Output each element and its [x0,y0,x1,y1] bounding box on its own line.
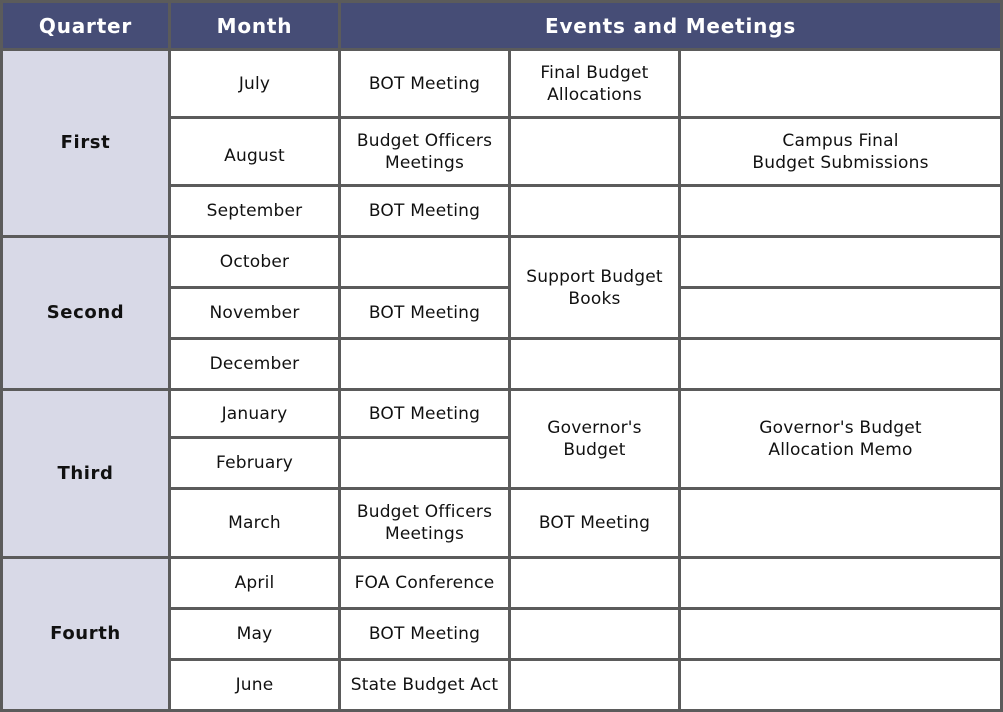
month-march: March [171,490,341,559]
event-cell-empty [681,559,1003,610]
event-line: Final Budget [540,62,649,83]
event-cell-empty [681,238,1003,289]
event-cell: State Budget Act [341,661,511,712]
event-cell-empty [341,238,511,289]
month-august: August [171,119,341,187]
header-month: Month [171,0,341,51]
event-line: Campus Final [782,130,899,151]
event-line: Allocation Memo [768,440,913,460]
month-february: February [171,439,341,490]
event-line: Meetings [385,152,464,173]
header-row [0,0,1003,51]
event-cell-empty [681,187,1003,238]
event-cell [511,391,681,490]
event-cell: BOT Meeting [341,391,511,439]
table-row [0,51,1003,119]
month-november: November [171,289,341,340]
event-cell-empty [681,51,1003,119]
event-line: Books [568,288,621,309]
quarter-third: Third [0,391,171,559]
event-cell: BOT Meeting [341,610,511,661]
event-line: Budget [563,440,626,460]
quarter-fourth: Fourth [0,559,171,712]
month-july: July [171,51,341,119]
quarter-second: Second [0,238,171,391]
event-line: Budget Officers [356,130,493,151]
event-cell-empty [511,610,681,661]
table-row [0,559,1003,610]
event-cell [511,51,681,119]
event-cell-empty [511,119,681,187]
event-cell-empty [681,610,1003,661]
event-line: Budget Officers [356,502,493,522]
event-cell-empty [681,289,1003,340]
event-cell [681,119,1003,187]
month-january: January [171,391,341,439]
month-may: May [171,610,341,661]
header-quarter: Quarter [0,0,171,51]
event-line: Support Budget [526,266,663,287]
event-cell-empty [341,439,511,490]
table-row [0,238,1003,289]
event-line: Budget Submissions [752,152,929,173]
event-cell-empty [681,490,1003,559]
event-cell: BOT Meeting [341,51,511,119]
month-april: April [171,559,341,610]
event-cell-empty [511,559,681,610]
event-cell [511,238,681,340]
event-cell [341,490,511,559]
event-line: Governor's Budget [759,418,922,438]
event-cell [341,119,511,187]
event-cell: BOT Meeting [341,187,511,238]
table-row [0,391,1003,439]
event-cell-empty [511,187,681,238]
event-line: Allocations [547,84,642,105]
event-line: Governor's [547,418,642,438]
event-cell: FOA Conference [341,559,511,610]
event-cell: BOT Meeting [341,289,511,340]
event-cell [681,391,1003,490]
event-line: Meetings [385,524,464,544]
event-cell-empty [511,340,681,391]
event-cell-empty [511,661,681,712]
event-cell-empty [681,340,1003,391]
event-cell: BOT Meeting [511,490,681,559]
quarter-first: First [0,51,171,238]
header-events: Events and Meetings [341,0,1003,51]
event-cell-empty [681,661,1003,712]
month-october: October [171,238,341,289]
month-september: September [171,187,341,238]
month-december: December [171,340,341,391]
month-june: June [171,661,341,712]
event-cell-empty [341,340,511,391]
